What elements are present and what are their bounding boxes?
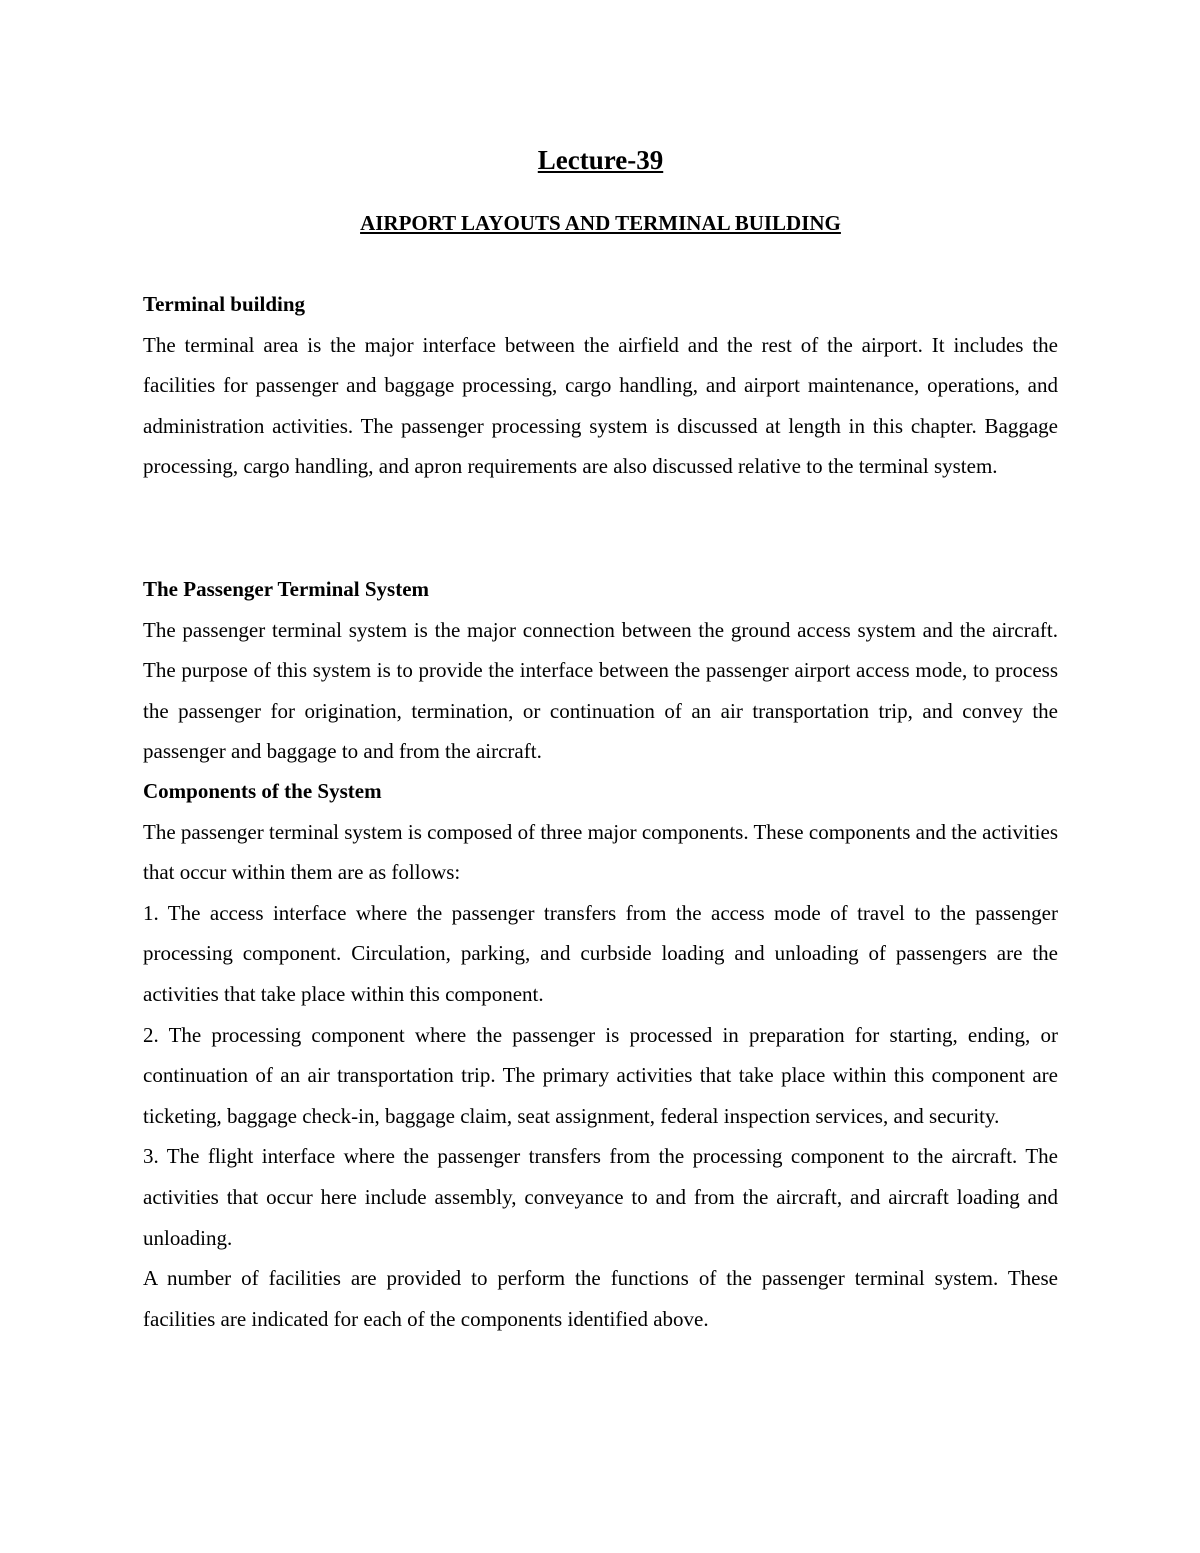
document-title: AIRPORT LAYOUTS AND TERMINAL BUILDING: [360, 211, 841, 235]
section-heading: Terminal building: [143, 292, 306, 316]
list-item-access-interface: 1. The access interface where the passenger transfers from the access mode of travel to the passenger processing component. Circulation, parking, and curbside loading and unloading of passengers are the activities that take place within this component.: [143, 900, 1058, 1006]
list-item-processing-component: 2. The processing component where the passenger is processed in preparation for starting, ending, or continuation of an air transportation trip. The primary activities that take place within this component are ticketing, baggage check-in, baggage claim, seat assignment, federal inspection services, and security.: [143, 1022, 1058, 1128]
section-heading: The Passenger Terminal System: [143, 577, 430, 601]
paragraph-intro: The passenger terminal system is composed of three major components. These components and the activities that occur within them are as follows:: [143, 819, 1058, 885]
list-item-flight-interface: 3. The flight interface where the passenger transfers from the processing component to the aircraft. The activities that occur here include assembly, conveyance to and from the aircraft, and aircraft loading and unloading.: [143, 1144, 1058, 1250]
paragraph: The passenger terminal system is the major connection between the ground access system and the aircraft. The purpose of this system is to provide the interface between the passenger airport access mode, to process the passenger for origination, termination, or continuation of an air transportation trip, and convey the passenger and baggage to and from the aircraft.: [143, 617, 1058, 764]
section-passenger-terminal-system: [143, 569, 1058, 772]
section-heading: Components of the System: [143, 779, 382, 803]
paragraph-closing: A number of facilities are provided to perform the functions of the passenger terminal system. These facilities are indicated for each of the components identified above.: [143, 1266, 1058, 1331]
lecture-title: Lecture-39: [537, 145, 664, 175]
section-components-of-the-system: [143, 771, 1058, 1339]
section-terminal-building: [143, 284, 1058, 487]
paragraph: The terminal area is the major interface between the airfield and the rest of the airport. It includes the facilities for passenger and baggage processing, cargo handling, and airport maintenance, operations, and administration activities. The passenger processing system is discussed at length in this chapter. Baggage processing, cargo handling, and apron requirements are also discussed relative to the terminal system.: [143, 332, 1058, 479]
